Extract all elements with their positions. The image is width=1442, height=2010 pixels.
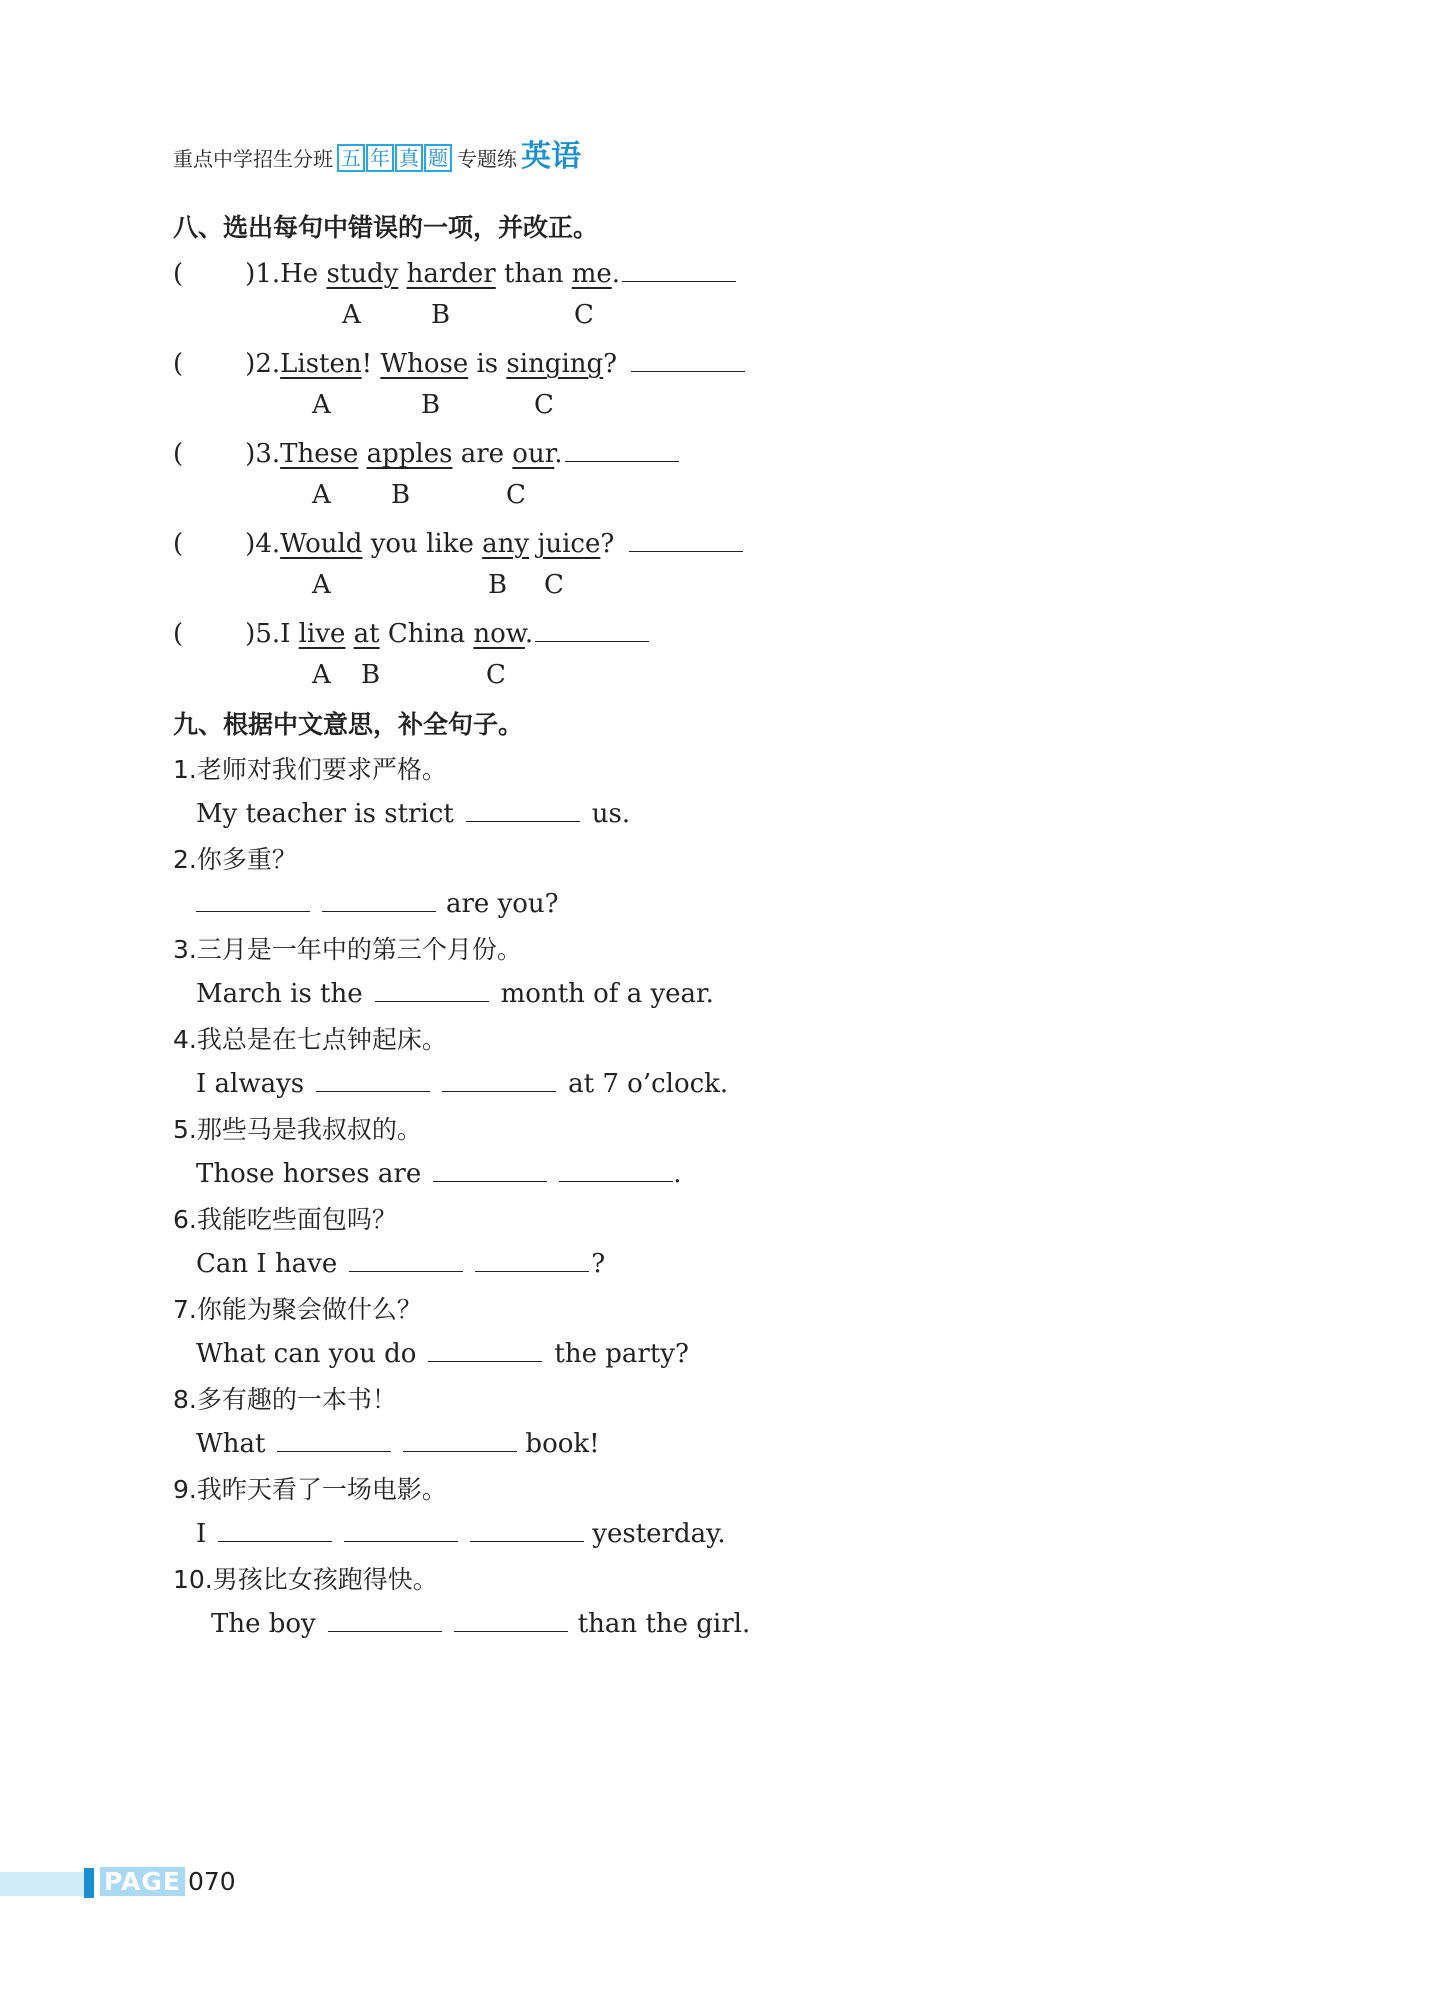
option-a-text: Listen [280, 349, 362, 379]
option-c-text: our [512, 439, 555, 469]
english-sentence [211, 1605, 750, 1639]
chinese-text: 我昨天看了一场电影。 [196, 1475, 447, 1504]
option-letter-c: C [574, 300, 594, 330]
answer-paren-open: ( [173, 529, 184, 559]
correction-blank[interactable] [535, 615, 649, 642]
answer-paren-close: ) [245, 259, 256, 289]
sentence-text: What [196, 1429, 266, 1459]
answer-paren-close: ) [245, 349, 256, 379]
answer-blank[interactable] [218, 1515, 332, 1542]
option-letter-c: C [486, 660, 506, 690]
english-sentence [196, 1245, 605, 1279]
header-box-char: 五 [337, 144, 365, 172]
sentence-text: . [524, 619, 534, 649]
header-box-char: 真 [395, 144, 423, 172]
chinese-prompt [173, 1470, 447, 1506]
answer-blank[interactable] [470, 1515, 584, 1542]
option-letter-b: B [391, 480, 411, 510]
page-number-value: 070 [187, 1867, 236, 1896]
question-number: 3. [255, 439, 281, 469]
sentence-text: you like [362, 529, 483, 559]
option-c-text: singing [506, 349, 604, 379]
sentence-text: month of a year. [500, 979, 714, 1009]
question-number: 6. [173, 1205, 197, 1234]
question-row [173, 525, 749, 559]
sentence-text: yesterday. [592, 1519, 726, 1549]
sentence-text: March is the [196, 979, 363, 1009]
sentence-text: I [280, 619, 299, 649]
question-row [173, 615, 655, 649]
correction-blank[interactable] [629, 525, 743, 552]
answer-blank[interactable] [375, 975, 489, 1002]
answer-paren-close: ) [245, 529, 256, 559]
answer-paren-open: ( [173, 259, 184, 289]
header-suffix: 专题练 [457, 147, 517, 171]
english-sentence [196, 1515, 726, 1549]
chinese-prompt [173, 1290, 422, 1326]
sentence-text: ! [361, 349, 381, 379]
sentence-text: at 7 o’clock. [568, 1069, 729, 1099]
chinese-text: 我总是在七点钟起床。 [196, 1025, 447, 1054]
answer-blank[interactable] [328, 1605, 442, 1632]
option-b-text: any [482, 529, 530, 559]
page-label: PAGE [100, 1867, 185, 1896]
sentence-text [398, 259, 406, 289]
chinese-text: 我能吃些面包吗？ [196, 1205, 397, 1234]
chinese-prompt [173, 1380, 397, 1416]
sentence-text: China [379, 619, 474, 649]
chinese-prompt [173, 930, 522, 966]
option-c-text: me [571, 259, 612, 289]
question-number: 1. [173, 755, 197, 784]
sentence-text: . [554, 439, 563, 469]
answer-paren-close: ) [245, 439, 256, 469]
sentence-text: is [468, 349, 507, 379]
correction-blank[interactable] [622, 255, 736, 282]
english-sentence [196, 1335, 689, 1369]
option-letter-c: C [544, 570, 564, 600]
page-number [100, 1867, 236, 1896]
answer-blank[interactable] [559, 1155, 673, 1182]
option-b-text: at [353, 619, 380, 649]
english-sentence [196, 1065, 728, 1099]
sentence-text [345, 619, 353, 649]
chinese-text: 老师对我们要求严格。 [196, 755, 447, 784]
option-a-text: study [326, 259, 399, 289]
correction-blank[interactable] [631, 345, 745, 372]
chinese-text: 三月是一年中的第三个月份。 [196, 935, 522, 964]
answer-blank[interactable] [442, 1065, 556, 1092]
chinese-prompt [173, 840, 297, 876]
option-letter-a: A [312, 390, 331, 420]
page-header [173, 139, 581, 174]
question-number: 5. [173, 1115, 197, 1144]
option-letter-b: B [421, 390, 441, 420]
sentence-text: . [673, 1159, 682, 1189]
answer-blank[interactable] [466, 795, 580, 822]
chinese-prompt [173, 1200, 397, 1236]
question-number: 4. [173, 1025, 197, 1054]
answer-blank[interactable] [433, 1155, 547, 1182]
question-row [173, 435, 685, 469]
answer-blank[interactable] [403, 1425, 517, 1452]
option-letter-a: A [312, 480, 331, 510]
option-letter-c: C [534, 390, 554, 420]
english-sentence [196, 885, 559, 919]
sentence-text: book! [525, 1429, 600, 1459]
question-number: 3. [173, 935, 197, 964]
section-9-title: 九、根据中文意思，补全句子。 [173, 710, 524, 739]
answer-blank[interactable] [277, 1425, 391, 1452]
answer-blank[interactable] [454, 1605, 568, 1632]
sentence-text [358, 439, 366, 469]
sentence-text: the party? [554, 1339, 689, 1369]
chinese-text: 你多重？ [196, 845, 297, 874]
header-box-char: 题 [424, 144, 452, 172]
option-b-text: harder [406, 259, 496, 289]
header-prefix: 重点中学招生分班 [173, 147, 333, 171]
chinese-prompt [173, 1560, 438, 1596]
option-letter-c: C [506, 480, 526, 510]
sentence-text: What can you do [196, 1339, 417, 1369]
sentence-text: are [452, 439, 513, 469]
chinese-text: 男孩比女孩跑得快。 [212, 1565, 438, 1594]
question-number: 10. [173, 1565, 213, 1594]
option-a-text: live [298, 619, 346, 649]
option-a-text: Would [280, 529, 363, 559]
english-sentence [196, 975, 714, 1009]
sentence-text: us. [591, 799, 631, 829]
option-letter-a: A [312, 570, 331, 600]
question-number: 5. [255, 619, 281, 649]
answer-blank[interactable] [428, 1335, 542, 1362]
answer-blank[interactable] [196, 885, 310, 912]
answer-paren-close: ) [245, 619, 256, 649]
sentence-text: ? [591, 1249, 606, 1279]
question-number: 8. [173, 1385, 197, 1414]
answer-blank[interactable] [349, 1245, 463, 1272]
sentence-text: than the girl. [577, 1609, 751, 1639]
sentence-text: than [495, 259, 572, 289]
option-b-text: Whose [380, 349, 469, 379]
answer-blank[interactable] [322, 885, 436, 912]
header-boxed-label [337, 144, 453, 172]
chinese-prompt [173, 1020, 447, 1056]
option-letter-b: B [431, 300, 451, 330]
sentence-text: . [611, 259, 621, 289]
chinese-text: 那些马是我叔叔的。 [196, 1115, 422, 1144]
sentence-text: Can I have [196, 1249, 338, 1279]
correction-blank[interactable] [565, 435, 679, 462]
sentence-text: ? [603, 349, 626, 379]
english-sentence [196, 1155, 681, 1189]
footer-marker [84, 1868, 94, 1898]
option-letter-b: B [488, 570, 508, 600]
english-sentence [196, 795, 630, 829]
section-8-title: 八、选出每句中错误的一项，并改正。 [173, 213, 599, 242]
sentence-text: are you? [446, 889, 559, 919]
english-sentence [196, 1425, 600, 1459]
sentence-text: I [196, 1519, 207, 1549]
footer-accent-bar [0, 1872, 90, 1896]
question-row [173, 345, 751, 379]
option-c-text: now [473, 619, 525, 649]
sentence-text: The boy [211, 1609, 316, 1639]
chinese-prompt [173, 1110, 422, 1146]
option-letter-a: A [312, 660, 331, 690]
question-row [173, 255, 742, 289]
sentence-text: ? [600, 529, 623, 559]
option-letter-a: A [342, 300, 361, 330]
chinese-prompt [173, 750, 447, 786]
question-number: 4. [255, 529, 281, 559]
option-letter-b: B [361, 660, 381, 690]
answer-blank[interactable] [344, 1515, 458, 1542]
sentence-text: My teacher is strict [196, 799, 454, 829]
chinese-text: 你能为聚会做什么？ [196, 1295, 422, 1324]
question-number: 2. [255, 349, 281, 379]
question-number: 7. [173, 1295, 197, 1324]
answer-blank[interactable] [475, 1245, 589, 1272]
option-a-text: These [280, 439, 359, 469]
sentence-text: He [280, 259, 327, 289]
answer-paren-open: ( [173, 349, 184, 379]
sentence-text: Those horses are [196, 1159, 422, 1189]
header-box-char: 年 [366, 144, 394, 172]
answer-blank[interactable] [316, 1065, 430, 1092]
answer-paren-open: ( [173, 619, 184, 649]
sentence-text: I always [196, 1069, 305, 1099]
question-number: 2. [173, 845, 197, 874]
question-number: 1. [255, 259, 281, 289]
answer-paren-open: ( [173, 439, 184, 469]
question-number: 9. [173, 1475, 197, 1504]
header-subject: 英语 [521, 139, 581, 174]
option-b-text: apples [366, 439, 453, 469]
chinese-text: 多有趣的一本书！ [196, 1385, 397, 1414]
option-c-text: juice [537, 529, 601, 559]
